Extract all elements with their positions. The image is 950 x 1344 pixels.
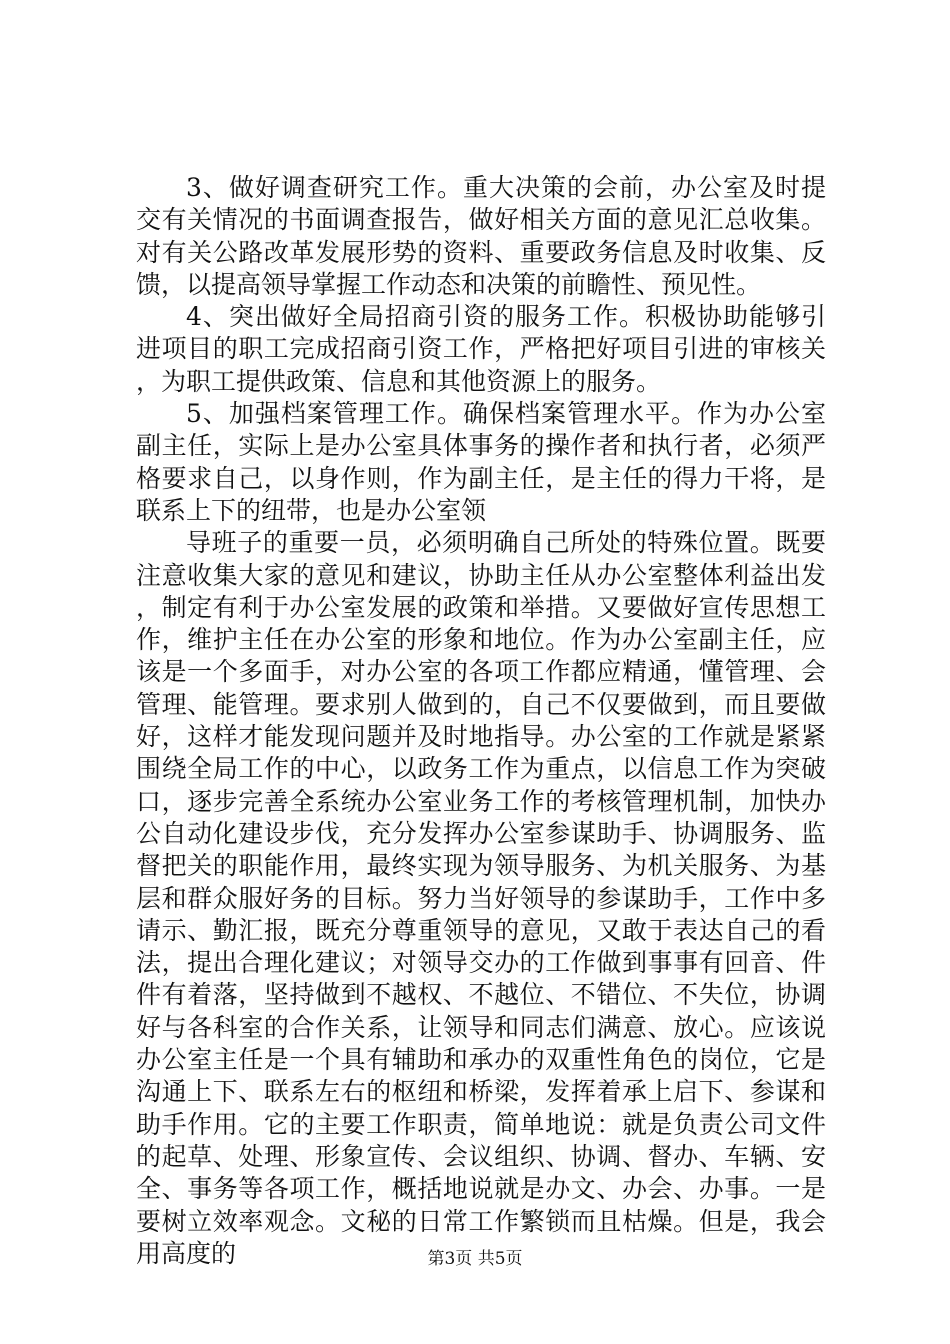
- paragraph-deputy-director-role: 导班子的重要一员，必须明确自己所处的特殊位置。既要注意收集大家的意见和建议，协助主任从办公室整体利益出发，制定有利于办公室发展的政策和举措。又要做好宣传思想工作，维护主任在办公室的形象和地位。作为办公室副主任，应该是一个多面手，对办公室的各项工作都应精通，懂管理、会管理、能管理。要求别人做到的，自己不仅要做到，而且要做好，这样才能发现问题并及时地指导。办公室的工作就是紧紧围绕全局工作的中心，以政务工作为重点，以信息工作为突破口，逐步完善全系统办公室业务工作的考核管理机制，加快办公自动化建设步伐，充分发挥办公室参谋助手、协调服务、监督把关的职能作用，最终实现为领导服务、为机关服务、为基层和群众服好务的目标。努力当好领导的参谋助手，工作中多请示、勤汇报，既充分尊重领导的意见，又敢于表达自己的看法，提出合理化建议；对领导交办的工作做到事事有回音、件件有着落，坚持做到不越权、不越位、不错位、不失位，协调好与各科室的合作关系，让领导和同志们满意、放心。应该说办公室主任是一个具有辅助和承办的双重性角色的岗位，它是沟通上下、联系左右的枢纽和桥梁，发挥着承上启下、参谋和助手作用。它的主要工作职责，简单地说：就是负责公司文件的起草、处理、形象宣传、会议组织、协调、督办、车辆、安全、事务等各项工作，概括地说就是办文、办会、办事。一是要树立效率观念。文秘的日常工作繁锁而且枯燥。但是，我会用高度的: [136, 528, 826, 1268]
- page-number-footer: 第3页 共5页: [427, 1249, 523, 1269]
- paragraph-investment-service: 4、突出做好全局招商引资的服务工作。积极协助能够引进项目的职工完成招商引资工作，严格把好项目引进的审核关，为职工提供政策、信息和其他资源上的服务。: [136, 302, 826, 396]
- paragraph-research-work: 3、做好调查研究工作。重大决策的会前，办公室及时提交有关情况的书面调查报告，做好相关方面的意见汇总收集。对有关公路改革发展形势的资料、重要政务信息及时收集、反馈，以提高领导掌握工作动态和决策的前瞻性、预见性。: [136, 173, 826, 299]
- document-body: [136, 172, 826, 1270]
- paragraph-archive-management: 5、加强档案管理工作。确保档案管理水平。作为办公室副主任，实际上是办公室具体事务的操作者和执行者，必须严格要求自己，以身作则，作为副主任，是主任的得力干将，是联系上下的纽带，也是办公室领: [136, 399, 826, 525]
